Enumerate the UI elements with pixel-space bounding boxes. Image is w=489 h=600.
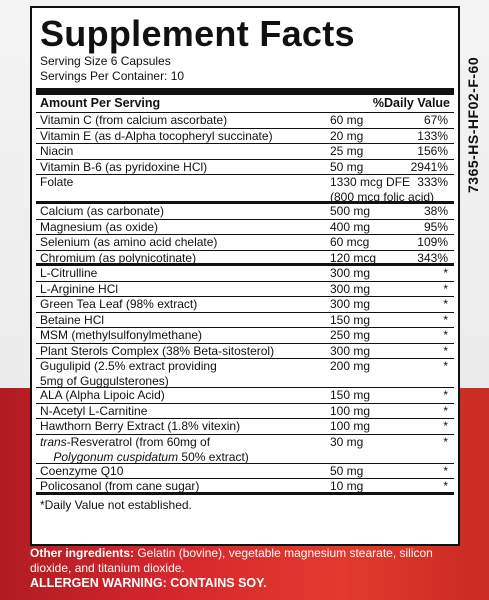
nutrient-daily-value: *: [443, 328, 448, 342]
minerals-group: [36, 204, 454, 266]
nutrient-amount: 300 mg: [330, 343, 371, 358]
nutrient-daily-value: *: [443, 359, 448, 373]
nutrient-daily-value: 67%: [423, 113, 448, 127]
serving-size: Serving Size 6 Capsules: [40, 54, 171, 68]
servings-per-container: Servings Per Container: 10: [40, 69, 185, 83]
nutrient-row: [36, 266, 454, 282]
nutrient-amount: 30 mg: [330, 434, 364, 449]
nutrient-name: L-Citrulline: [40, 266, 98, 280]
nutrient-daily-value: 95%: [423, 219, 448, 234]
nutrient-daily-value: *: [443, 297, 448, 311]
nutrient-daily-value: *: [443, 403, 448, 418]
nutrient-amount: 100 mg: [330, 403, 371, 418]
nutrient-name: Calcium (as carbonate): [40, 204, 165, 218]
nutrient-daily-value: *: [443, 434, 448, 449]
nutrient-name: Vitamin B-6 (as pyridoxine HCl): [40, 159, 208, 174]
nutrient-row: [36, 313, 454, 329]
nutrient-name: Plant Sterols Complex (38% Beta-sitosterol): [40, 343, 275, 358]
nutrient-name: Niacin: [40, 144, 74, 158]
other-ingredients-block: [30, 546, 470, 591]
nutrient-daily-value: 109%: [417, 235, 448, 249]
nutrient-amount: 50 mg: [330, 463, 364, 478]
nutrient-row: [36, 113, 454, 129]
nutrient-amount: 150 mg: [330, 312, 371, 327]
nutrient-amount: 300 mg: [330, 297, 371, 311]
nutrient-amount: 500 mg: [330, 204, 371, 218]
nutrient-row: [36, 129, 454, 145]
allergen-warning: ALLERGEN WARNING: CONTAINS SOY.: [30, 576, 267, 590]
nutrient-amount: 25 mg: [330, 144, 364, 158]
nutrient-name: Coenzyme Q10: [40, 463, 124, 478]
other-ingredients-label: Other ingredients:: [30, 546, 135, 560]
nutrient-daily-value: *: [443, 312, 448, 327]
nutrient-row: [36, 235, 454, 251]
nutrient-daily-value: *: [443, 388, 448, 402]
divider-thick: [36, 88, 454, 95]
lot-code: 7365-HS-HF02-F-60: [465, 56, 481, 194]
nutrient-amount: 400 mg: [330, 219, 371, 234]
nutrient-row: [36, 160, 454, 176]
nutrient-name: Hawthorn Berry Extract (1.8% vitexin): [40, 419, 241, 433]
nutrient-amount: 250 mg: [330, 328, 371, 342]
nutrient-row: [36, 282, 454, 298]
nutrient-amount: 60 mg: [330, 113, 364, 127]
nutrient-row: [36, 435, 454, 464]
column-header: [36, 95, 454, 113]
nutrient-row: [36, 359, 454, 388]
nutrient-row: [36, 344, 454, 360]
nutrient-amount: 10 mg: [330, 479, 364, 493]
nutrient-row: [36, 419, 454, 435]
nutrient-amount: 50 mg: [330, 159, 364, 174]
nutrient-daily-value: *: [443, 463, 448, 478]
nutrient-daily-value: 333%: [417, 175, 448, 189]
nutrient-row: [36, 204, 454, 220]
amount-header: Amount Per Serving: [40, 96, 161, 110]
nutrient-name: Gugulipid (2.5% extract providing 5mg of Guggulsterones): [40, 359, 217, 387]
nutrient-amount: 150 mg: [330, 388, 371, 402]
supplement-facts-panel: [30, 6, 460, 546]
nutrient-row: [36, 297, 454, 313]
nutrient-name: ALA (Alpha Lipoic Acid): [40, 388, 165, 402]
nutrient-amount: 200 mg: [330, 359, 371, 373]
nutrient-row: [36, 464, 454, 480]
nutrient-name: N-Acetyl L-Carnitine: [40, 403, 148, 418]
nutrient-name: Folate: [40, 175, 74, 189]
nutrient-name: [40, 435, 330, 463]
nutrient-name: Policosanol (from cane sugar): [40, 479, 200, 493]
nutrient-name: Green Tea Leaf (98% extract): [40, 297, 198, 311]
nutrient-daily-value: 2941%: [410, 159, 448, 174]
nutrient-daily-value: *: [443, 343, 448, 358]
nutrient-row: [36, 220, 454, 236]
nutrient-amount: 300 mg: [330, 266, 371, 280]
nutrient-amount: 120 mcg: [330, 250, 377, 265]
nutrient-amount: 1330 mcg DFE (800 mcg folic acid): [330, 175, 435, 204]
nutrient-row: [36, 388, 454, 404]
other-ingredients-text: [30, 546, 470, 576]
nutrient-daily-value: 133%: [417, 128, 448, 143]
nutrient-daily-value: *: [443, 479, 448, 493]
nutrient-amount: 60 mcg: [330, 235, 370, 249]
nutrient-daily-value: *: [443, 266, 448, 280]
nutrient-row: [36, 404, 454, 420]
nutrient-row: [36, 328, 454, 344]
nutrient-name: L-Arginine HCl: [40, 281, 119, 296]
nutrient-daily-value: 343%: [417, 250, 448, 265]
other-ingredients-list: Gelatin (bovine), vegetable magnesium stearate, silicon dioxide, and titanium dioxide.: [30, 546, 433, 575]
nutrient-daily-value: 156%: [417, 144, 448, 158]
nutrient-row: [36, 175, 454, 204]
nutrient-row: [36, 144, 454, 160]
other-ingredients-group: [36, 266, 454, 495]
nutrient-amount: 100 mg: [330, 419, 371, 433]
nutrient-name-text: -Resveratrol (from 60mg of: [66, 434, 211, 449]
panel-title: Supplement Facts: [40, 13, 355, 54]
nutrient-name: Magnesium (as oxide): [40, 219, 159, 234]
nutrient-daily-value: 38%: [423, 204, 448, 218]
nutrient-row: [36, 251, 454, 267]
vitamins-group: [36, 113, 454, 204]
nutrient-name: Chromium (as polynicotinate): [40, 250, 197, 265]
nutrient-name: Betaine HCl: [40, 312, 105, 327]
nutrient-row: [36, 479, 454, 495]
footnote: *Daily Value not established.: [40, 497, 192, 512]
nutrient-name-text: 50% extract): [178, 449, 249, 463]
nutrient-name: Vitamin E (as d-Alpha tocopheryl succinate): [40, 128, 273, 143]
nutrient-name-italic: trans: [40, 434, 67, 449]
nutrient-name: Selenium (as amino acid chelate): [40, 235, 218, 249]
nutrient-amount: 300 mg: [330, 281, 371, 296]
nutrient-name: MSM (methylsulfonylmethane): [40, 328, 203, 342]
nutrient-daily-value: *: [443, 419, 448, 433]
nutrient-daily-value: *: [443, 281, 448, 296]
nutrient-amount: 20 mg: [330, 128, 364, 143]
dv-header: %Daily Value: [372, 96, 450, 110]
nutrient-name: Vitamin C (from calcium ascorbate): [40, 113, 228, 127]
nutrient-name-italic: Polygonum cuspidatum: [53, 449, 179, 463]
